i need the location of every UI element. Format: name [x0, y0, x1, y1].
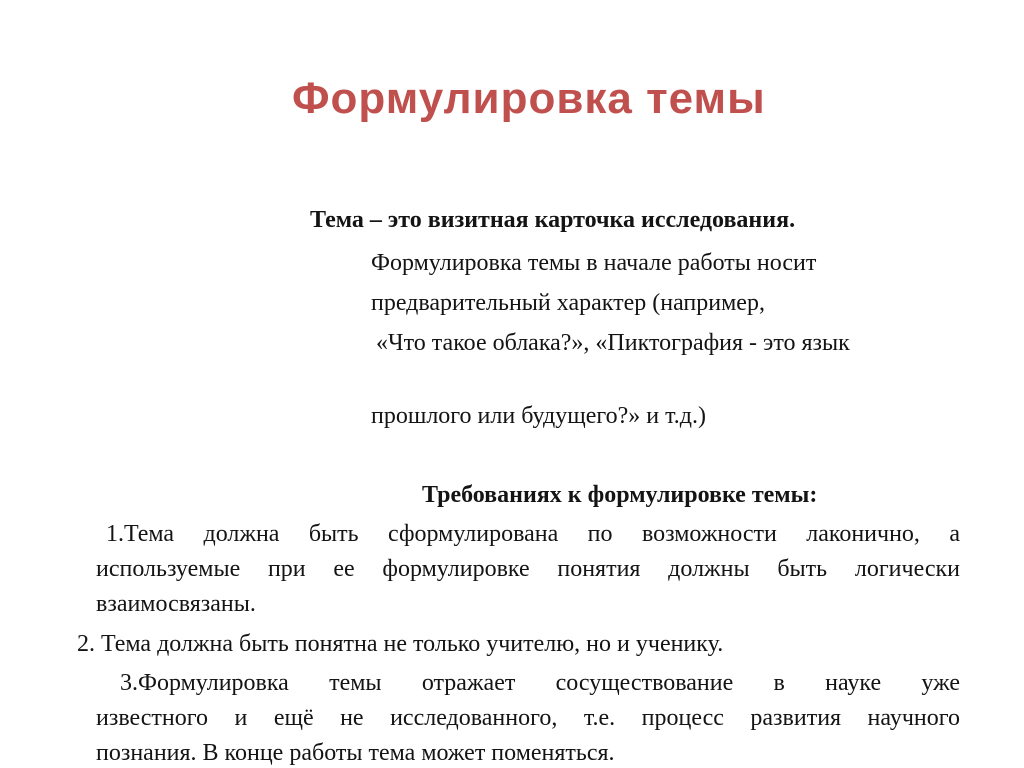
requirement-1-line-2: используемые при ее формулировке понятия должны быть логически — [96, 556, 960, 582]
requirements-heading: Требованиях к формулировке темы: — [422, 482, 818, 508]
slide-title: Формулировка темы — [292, 74, 766, 123]
definition-bold: Тема – это визитная карточка исследования. — [310, 207, 796, 233]
definition-line-1: Формулировка темы в начале работы носит — [371, 250, 817, 276]
requirement-1 — [96, 517, 960, 622]
requirement-3-line-3: познания. В конце работы тема может поменяться. — [96, 740, 615, 766]
definition-line-3: «Что такое облака?», «Пиктография - это язык — [376, 330, 850, 356]
requirement-3 — [96, 666, 960, 768]
requirement-3-line-2: известного и ещё не исследованного, т.е. процесс развития научного — [96, 705, 960, 731]
definition-line-2: предварительный характер (например, — [371, 290, 765, 316]
requirement-1-line-1: 1.Тема должна быть сформулирована по возможности лаконично, а — [106, 521, 960, 547]
requirement-2: 2. Тема должна быть понятна не только учителю, но и ученику. — [77, 631, 724, 657]
definition-line-4: прошлого или будущего?» и т.д.) — [371, 403, 706, 429]
requirement-3-line-1: 3.Формулировка темы отражает сосуществование в науке уже — [120, 670, 960, 696]
requirement-1-line-3: взаимосвязаны. — [96, 591, 256, 617]
